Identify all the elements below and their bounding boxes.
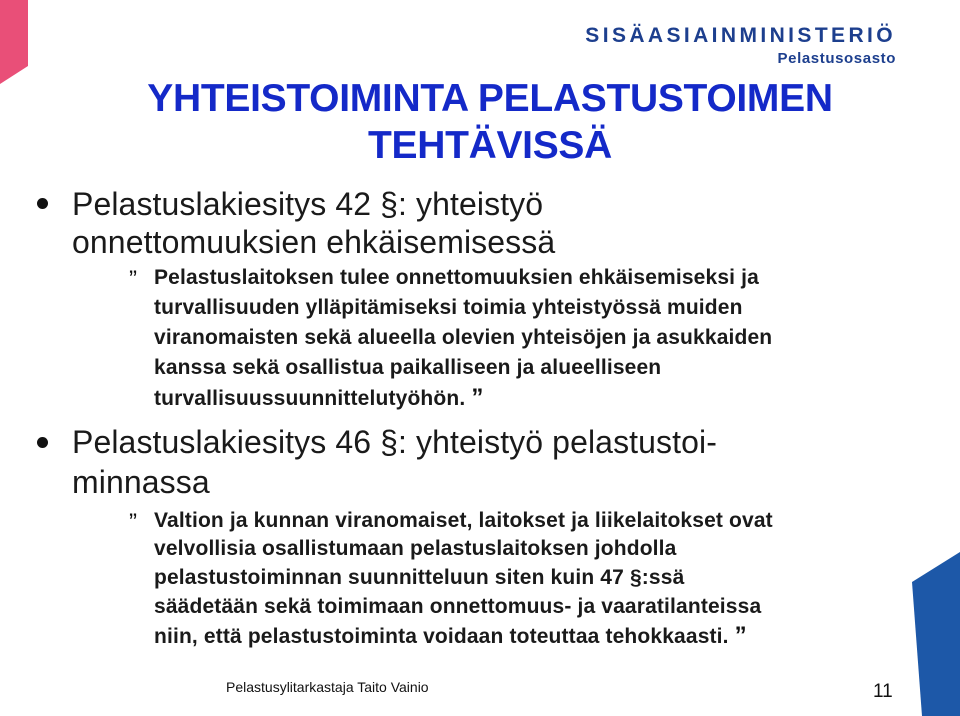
bullet-icon xyxy=(37,198,48,209)
bullet-1-text-line-3: viranomaisten sekä alueella olevien yhteisöjen ja asukkaiden xyxy=(154,326,773,349)
bullet-1-text-line-4: kanssa sekä osallistua paikalliseen ja alueelliseen xyxy=(154,356,662,379)
bullet-2-heading-line-2: minnassa xyxy=(72,464,210,500)
corner-shape xyxy=(0,0,28,84)
organization-name: SISÄASIAINMINISTERIÖ xyxy=(585,24,896,47)
bullet-1-text-line-1: Pelastuslaitoksen tulee onnettomuuksien ehkäisemiseksi ja xyxy=(154,266,759,289)
bottom-right-shape xyxy=(912,552,960,716)
slide-title-line-1: YHTEISTOIMINTA PELASTUSTOIMEN xyxy=(147,77,833,120)
bullet-2-heading-line-1: Pelastuslakiesitys 46 §: yhteistyö pelastustoi- xyxy=(72,424,718,460)
ministry-logo xyxy=(585,24,896,68)
bullet-1-heading-line-1: Pelastuslakiesitys 42 §: yhteistyö xyxy=(72,186,544,222)
bullet-2-text-line-1: Valtion ja kunnan viranomaiset, laitokset ja liikelaitokset ovat xyxy=(154,509,773,532)
quote-mark-icon: ” xyxy=(129,509,137,536)
bullet-1-heading-line-2: onnettomuuksien ehkäisemisessä xyxy=(72,224,556,260)
bullet-2-text-line-3: pelastustoiminnan suunnitteluun siten kuin 47 §:ssä xyxy=(154,566,685,589)
quote-mark-icon: ” xyxy=(471,384,484,411)
slide-title-line-2: TEHTÄVISSÄ xyxy=(367,124,613,167)
quote-mark-icon: ” xyxy=(129,266,137,293)
bullet-2-text-line-4: säädetään sekä toimimaan onnettomuus- ja vaaratilanteissa xyxy=(154,595,762,618)
department-name: Pelastusosasto xyxy=(777,50,896,67)
page-number: 11 xyxy=(873,681,893,702)
footer-author: Pelastusylitarkastaja Taito Vainio xyxy=(226,679,429,695)
bullet-2-text-line-2: velvollisia osallistumaan pelastuslaitoksen johdolla xyxy=(154,537,677,560)
bullet-1-text-line-5: turvallisuussuunnittelutyöhön. ” xyxy=(154,384,484,411)
bullet-2-text-line-5: niin, että pelastustoiminta voidaan toteuttaa tehokkaasti. ” xyxy=(154,622,747,649)
bullet-1-text-line-2: turvallisuuden ylläpitämiseksi toimia yhteistyössä muiden xyxy=(154,296,743,319)
bullet-icon xyxy=(37,437,48,448)
quote-mark-icon: ” xyxy=(734,622,747,649)
